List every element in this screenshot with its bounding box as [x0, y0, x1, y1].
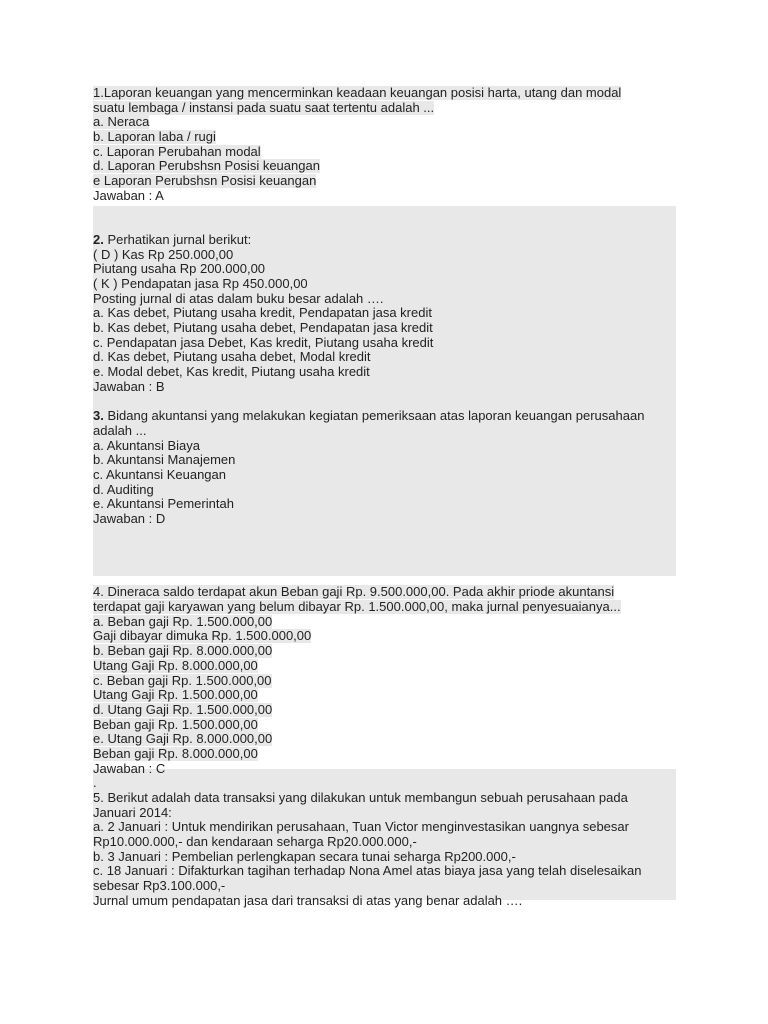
- question-3-answer: Jawaban : D: [93, 511, 166, 526]
- question-4-option-a-credit: Gaji dibayar dimuka Rp. 1.500.000,00: [93, 629, 312, 644]
- question-4-option-c-credit: Utang Gaji Rp. 1.500.000,00: [93, 688, 258, 703]
- question-4-option-c: c. Beban gaji Rp. 1.500.000,00: [93, 673, 272, 688]
- question-4-option-d: d. Utang Gaji Rp. 1.500.000,00: [93, 702, 273, 717]
- question-5: [93, 776, 676, 908]
- question-5-item-c: c. 18 Januari : Difakturkan tagihan terhadap Nona Amel atas biaya jasa yang telah diselesaikan: [93, 864, 642, 879]
- question-2-option-a: a. Kas debet, Piutang usaha kredit, Pendapatan jasa kredit: [93, 306, 432, 321]
- question-2: [93, 233, 676, 395]
- question-5-item-a: a. 2 Januari : Untuk mendirikan perusahaan, Tuan Victor menginvestasikan uangnya sebesar: [93, 820, 629, 835]
- question-1-option-b: b. Laporan laba / rugi: [93, 130, 216, 145]
- question-2-option-b: b. Kas debet, Piutang usaha debet, Pendapatan jasa kredit: [93, 321, 433, 335]
- question-4-option-b: b. Beban gaji Rp. 8.000.000,00: [93, 644, 273, 659]
- question-3-line: adalah ...: [93, 423, 147, 438]
- question-3-option-b: b. Akuntansi Manajemen: [93, 453, 236, 468]
- question-1-answer: Jawaban : A: [93, 188, 164, 203]
- question-5-line: Januari 2014:: [93, 805, 172, 820]
- question-2-prompt: 2. Perhatikan jurnal berikut:: [93, 232, 252, 247]
- question-1-option-c: c. Laporan Perubahan modal: [93, 144, 261, 159]
- question-4-option-a: a. Beban gaji Rp. 1.500.000,00: [93, 614, 273, 629]
- question-1: [93, 86, 676, 204]
- question-1-option-a: a. Neraca: [93, 115, 150, 130]
- question-3-option-c: c. Akuntansi Keuangan: [93, 467, 226, 482]
- question-4-option-d-credit: Beban gaji Rp. 1.500.000,00: [93, 717, 258, 732]
- question-3-number: 3.: [93, 409, 104, 424]
- document-body: [93, 86, 676, 909]
- question-3-prompt: 3. Bidang akuntansi yang melakukan kegiatan pemeriksaan atas laporan keuangan perusahaan: [93, 409, 645, 424]
- question-2-option-c: c. Pendapatan jasa Debet, Kas kredit, Piutang usaha kredit: [93, 335, 434, 350]
- question-4-line: terdapat gaji karyawan yang belum dibayar Rp. 1.500.000,00, maka jurnal penyesuaianya...: [93, 600, 621, 615]
- question-4: [93, 585, 676, 776]
- question-4-option-e-credit: Beban gaji Rp. 8.000.000,00: [93, 746, 258, 761]
- question-2-number: 2.: [93, 232, 104, 247]
- question-5-item-b: b. 3 Januari : Pembelian perlengkapan secara tunai seharga Rp200.000,-: [93, 849, 516, 864]
- question-3-option-d: d. Auditing: [93, 482, 154, 497]
- question-1-option-d: d. Laporan Perubshsn Posisi keuangan: [93, 159, 320, 174]
- question-4-option-b-credit: Utang Gaji Rp. 8.000.000,00: [93, 658, 258, 673]
- question-4-answer: Jawaban : C: [93, 761, 166, 776]
- question-2-line: Posting jurnal di atas dalam buku besar adalah ….: [93, 291, 384, 306]
- question-3: [93, 409, 676, 527]
- question-5-item-a-cont: Rp10.000.000,- dan kendaraan seharga Rp20.000.000,-: [93, 835, 417, 850]
- question-2-line: ( K ) Pendapatan jasa Rp 450.000,00: [93, 276, 308, 291]
- question-1-line: 1.Laporan keuangan yang mencerminkan keadaan keuangan posisi harta, utang dan modal: [93, 86, 622, 100]
- question-1-line: suatu lembaga / instansi pada suatu saat tertentu adalah ...: [93, 100, 435, 115]
- question-2-option-d: d. Kas debet, Piutang usaha debet, Modal kredit: [93, 350, 371, 365]
- question-2-answer: Jawaban : B: [93, 379, 165, 394]
- question-4-line: 4. Dineraca saldo terdapat akun Beban gaji Rp. 9.500.000,00. Pada akhir priode akuntansi: [93, 585, 615, 600]
- question-1-option-e: e Laporan Perubshsn Posisi keuangan: [93, 174, 317, 189]
- question-2-line: ( D ) Kas Rp 250.000,00: [93, 247, 234, 262]
- question-5-prompt: 5. Berikut adalah data transaksi yang dilakukan untuk membangun sebuah perusahaan pada: [93, 791, 628, 805]
- separator-dot: .: [93, 776, 97, 791]
- question-2-line: Piutang usaha Rp 200.000,00: [93, 262, 266, 277]
- question-5-question: Jurnal umum pendapatan jasa dari transaksi di atas yang benar adalah ….: [93, 893, 523, 908]
- question-3-option-a: a. Akuntansi Biaya: [93, 438, 200, 453]
- question-5-item-c-cont: sebesar Rp3.100.000,-: [93, 879, 226, 894]
- question-2-option-e: e. Modal debet, Kas kredit, Piutang usaha kredit: [93, 365, 370, 380]
- question-4-option-e: e. Utang Gaji Rp. 8.000.000,00: [93, 732, 273, 747]
- question-3-option-e: e. Akuntansi Pemerintah: [93, 497, 234, 512]
